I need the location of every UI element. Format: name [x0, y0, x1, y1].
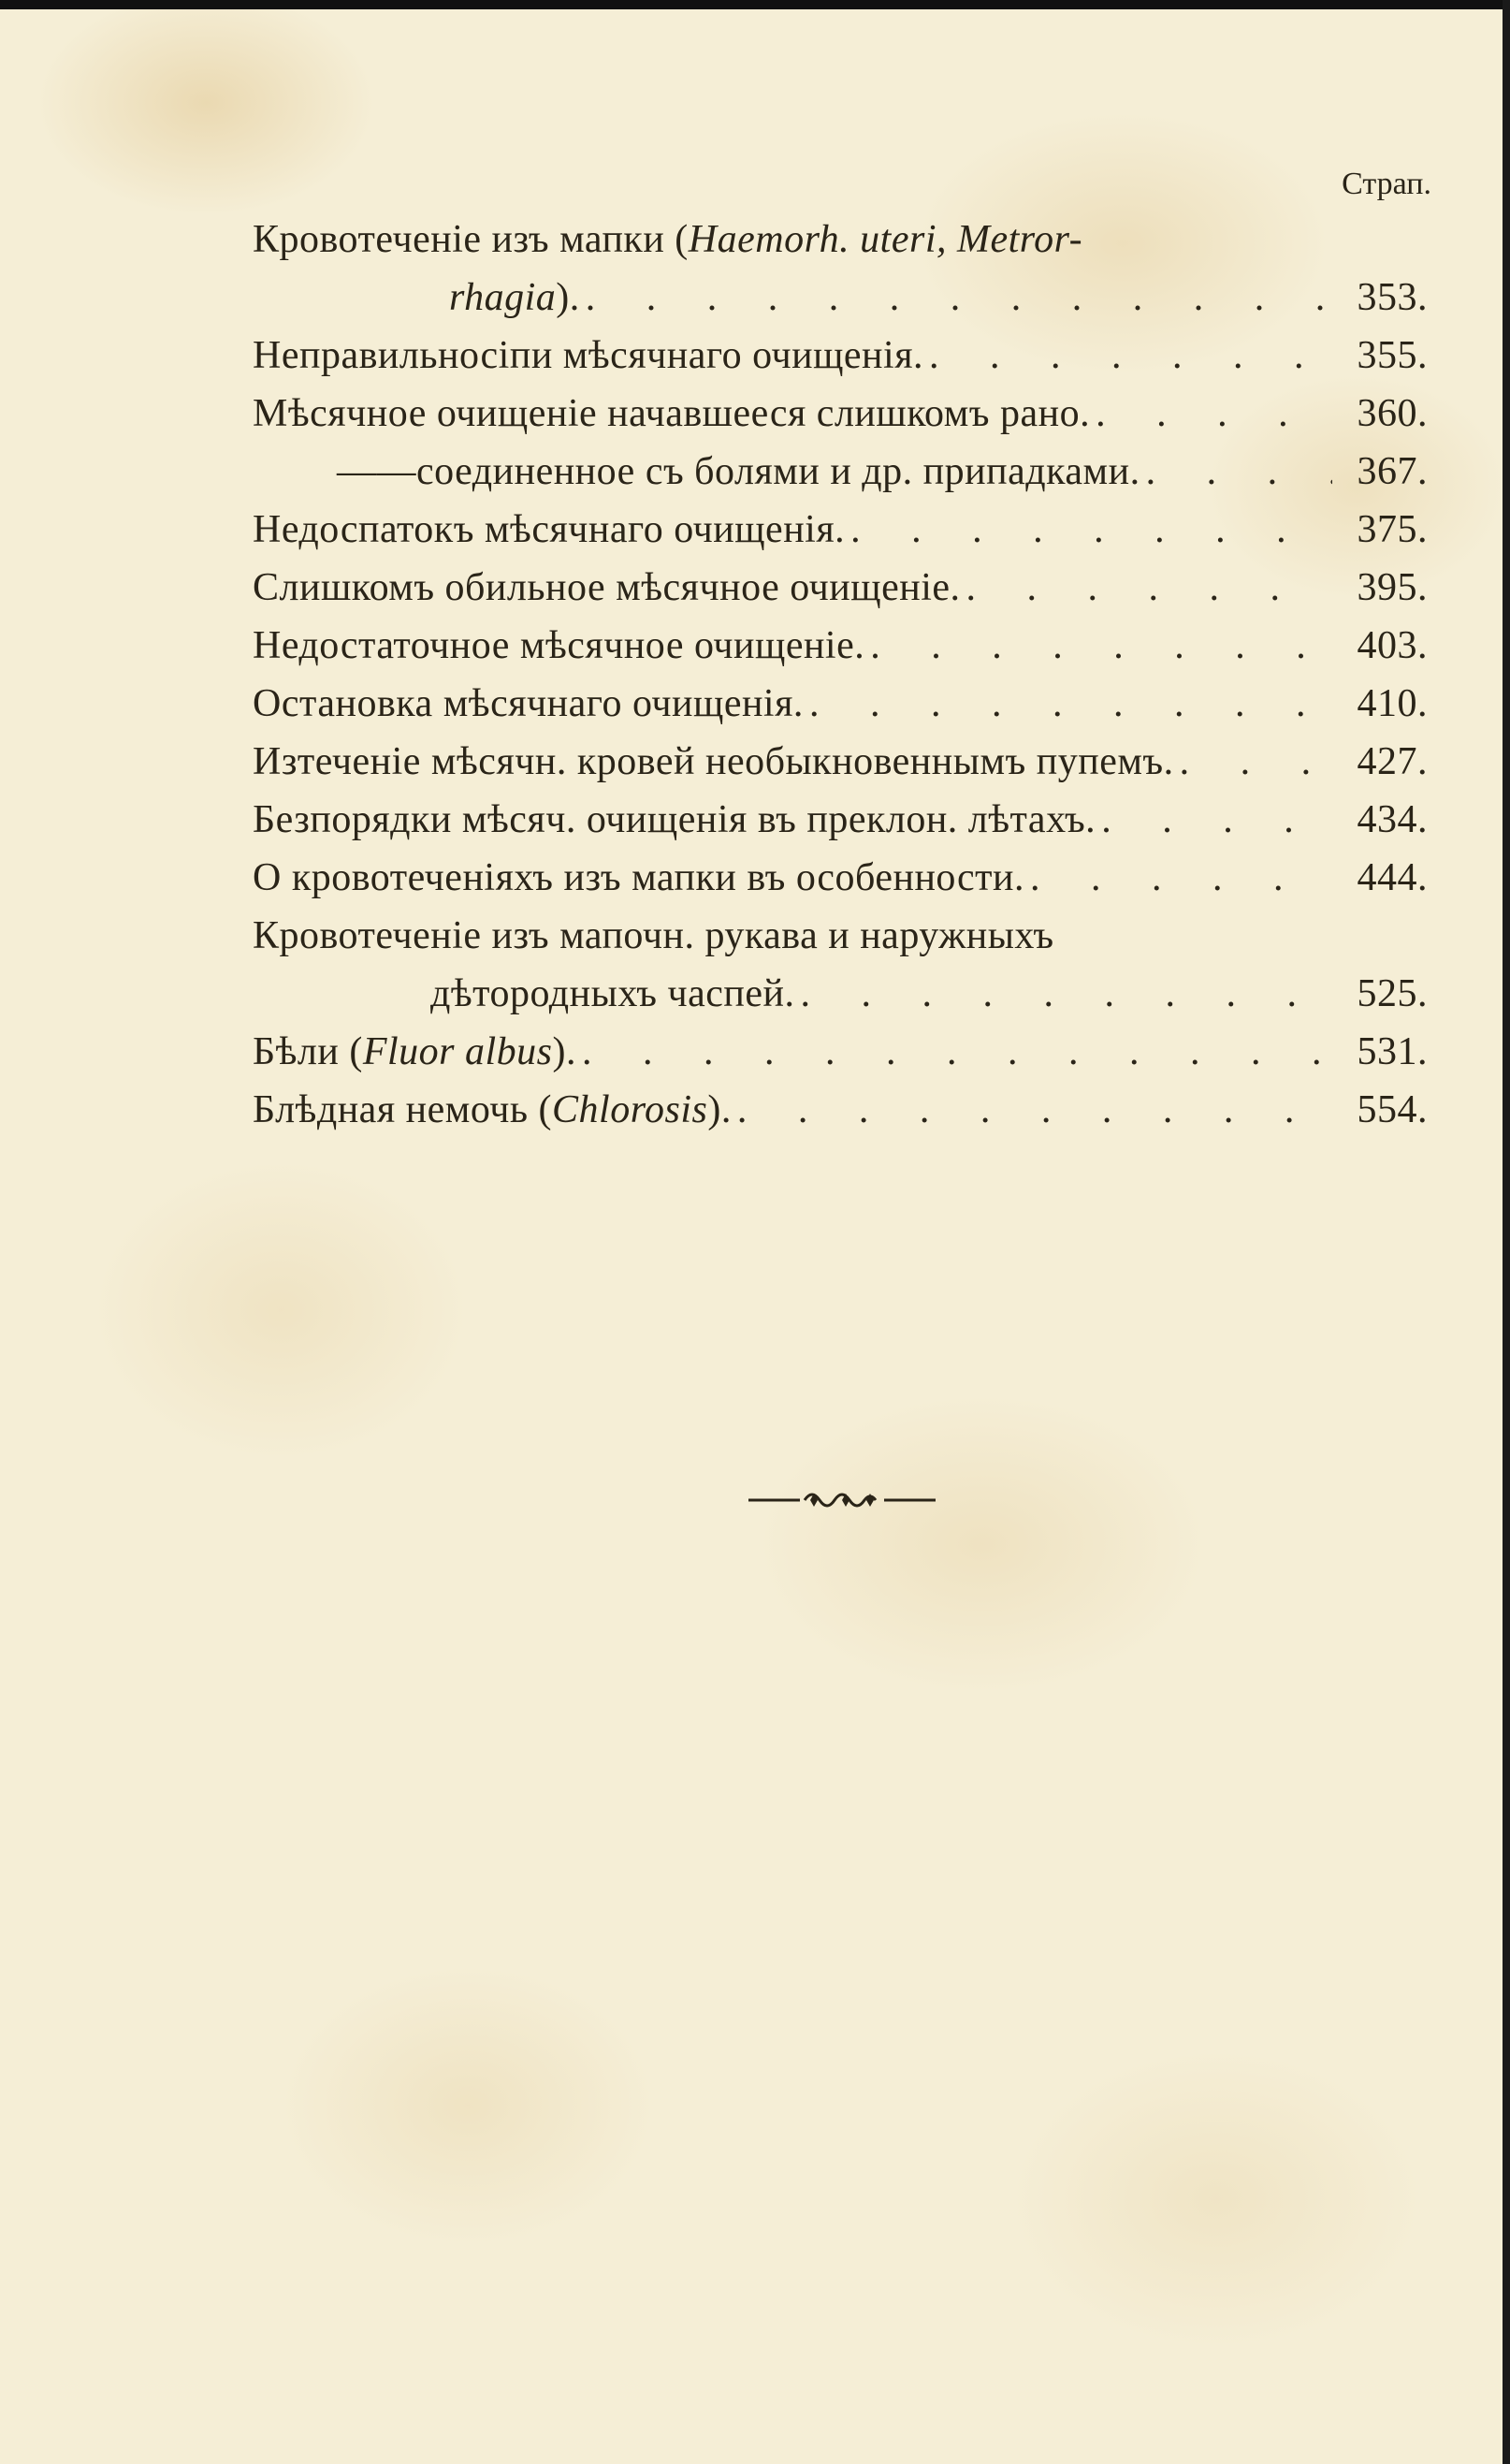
entry-latin-term: rhagia — [449, 276, 557, 319]
entry-page-number: 410. — [1357, 682, 1428, 725]
entry-title-suffix: ). — [552, 1030, 577, 1073]
dot-leader — [1096, 391, 1332, 436]
entry-title: Недоспатокъ мѣсячнаго очищенія. — [253, 508, 846, 551]
toc-entry — [253, 681, 1428, 739]
entry-page-number: 531. — [1357, 1030, 1428, 1073]
entry-title: Бѣли ( — [253, 1030, 363, 1073]
entry-page-number: 367. — [1357, 450, 1428, 493]
toc-entry — [253, 217, 1428, 275]
entry-title: О кровотеченіяхъ изъ мапки въ особенности. — [253, 856, 1024, 899]
dot-leader — [1180, 739, 1332, 784]
entry-page-number: 403. — [1357, 624, 1428, 667]
entry-page-number: 427. — [1357, 740, 1428, 783]
entry-page-number: 525. — [1357, 972, 1428, 1015]
dot-leader — [929, 333, 1332, 378]
dot-leader — [1146, 449, 1332, 494]
entry-page-number: 355. — [1357, 334, 1428, 377]
dot-leader — [966, 565, 1332, 610]
toc-entry — [253, 391, 1428, 449]
toc-entry — [253, 1087, 1428, 1145]
dot-leader — [870, 623, 1332, 668]
entry-latin-term: Haemorh. uteri, Metror- — [688, 218, 1083, 261]
entry-latin-term: Chlorosis — [552, 1088, 708, 1131]
scan-top-edge — [0, 0, 1510, 9]
toc-entry — [253, 507, 1428, 565]
scan-right-edge — [1503, 0, 1510, 2464]
toc-entry — [253, 449, 1428, 507]
entry-page-number: 395. — [1357, 566, 1428, 609]
toc-entry — [253, 855, 1428, 913]
end-ornament-icon — [748, 1486, 936, 1514]
toc-entry — [253, 333, 1428, 391]
dot-leader — [850, 507, 1332, 552]
dot-leader — [737, 1087, 1332, 1132]
dot-leader — [1030, 855, 1332, 900]
table-of-contents — [253, 217, 1428, 1145]
toc-entry — [253, 971, 1428, 1029]
entry-title: Кровотеченіе изъ мапочн. рукава и наружныхъ — [253, 914, 1054, 957]
entry-title-suffix: ). — [556, 276, 580, 319]
entry-latin-term: Fluor albus — [362, 1030, 553, 1073]
entry-title-suffix: ). — [707, 1088, 732, 1131]
entry-title: Недостаточное мѣсячное очищеніе. — [253, 624, 865, 667]
entry-page-number: 360. — [1357, 392, 1428, 435]
toc-entry — [253, 1029, 1428, 1087]
toc-entry — [253, 623, 1428, 681]
dot-leader — [800, 971, 1332, 1016]
dot-leader — [586, 275, 1332, 320]
entry-title: Кровотеченіе изъ мапки ( — [253, 218, 689, 261]
entry-title: Безпорядки мѣсяч. очищенія въ преклон. лѣтахъ. — [253, 798, 1096, 841]
dot-leader — [809, 681, 1332, 726]
entry-title: Мѣсячное очищеніе начавшееся слишкомъ рано. — [253, 392, 1091, 435]
entry-title: Слишкомъ обильное мѣсячное очищеніе. — [253, 566, 961, 609]
entry-page-number: 375. — [1357, 508, 1428, 551]
entry-title: Блѣдная немочь ( — [253, 1088, 553, 1131]
entry-page-number: 554. — [1357, 1088, 1428, 1131]
page-column-header: Страп. — [1342, 167, 1431, 201]
entry-title: Изтеченіе мѣсячн. кровей необыкновеннымъ пупемъ. — [253, 740, 1174, 783]
toc-entry — [253, 565, 1428, 623]
entry-page-number: 444. — [1357, 856, 1428, 899]
toc-entry — [253, 739, 1428, 797]
toc-entry — [253, 913, 1428, 971]
toc-entry — [253, 275, 1428, 333]
entry-title: ——соединенное съ болями и др. припадками. — [337, 450, 1140, 493]
entry-title: Остановка мѣсячнаго очищенія. — [253, 682, 804, 725]
dot-leader — [1101, 797, 1332, 842]
entry-title: Неправильносіпи мѣсячнаго очищенія. — [253, 334, 924, 377]
entry-page-number: 353. — [1357, 276, 1428, 319]
dot-leader — [582, 1029, 1332, 1074]
entry-title: дѣтородныхъ часпей. — [430, 972, 795, 1015]
entry-page-number: 434. — [1357, 798, 1428, 841]
toc-entry — [253, 797, 1428, 855]
